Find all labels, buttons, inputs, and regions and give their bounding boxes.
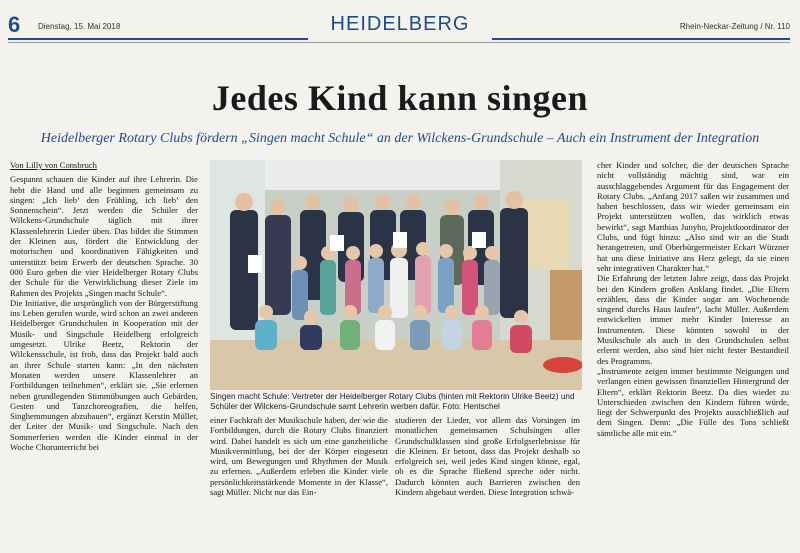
article-headline: Jedes Kind kann singen <box>211 78 589 118</box>
article-subline: Heidelberger Rotary Clubs fördern „Singen macht Schule“ an der Wilckens-Grundschule – Auch ein Instrument der Integration <box>40 131 760 146</box>
page-header <box>0 0 800 40</box>
page-number: 6 <box>8 12 21 37</box>
paragraph: einer Fachkraft der Musikschule haben, der wie die Fortbildungen, durch die Rotary Clubs finanziert wird. Dabei handelt es sich um eine ganzheitliche Musikvermittlung, bei der der Körper eingesetzt wird, um Bewegungen und Rhythmen der Musik zu erlernen. „Außerdem erleben die Kinder viele persönlichkeitsstärkende Momente in der Klasse“, sagt Müller. Nicht nur das Ein- <box>210 415 388 498</box>
paragraph: studieren der Lieder, vor allem das Vorsingen im monatlichen gemeinsamen Schulsingen aller Grundschulklassen sind große Erfolgserlebnisse für die Kleinen. Er betont, dass das Projekt deshalb so erfolgreich sei, weil jedes Kind singen könne, egal, ob es die Sprache fließend spreche oder nicht. Dadurch könnten auch Barrieren zwischen den Kindern abgebaut werden. Diese Integration schwä- <box>395 415 580 498</box>
paragraph: cher Kinder und solcher, die der deutschen Sprache nicht vollständig mächtig sind, war ein ausschlaggebendes Argument für das Engagement der Rotary Clubs. „Anfang 2017 saßen wir zusammen und haben beschlossen, dass wir wieder gemeinsam ein Projekt unterstützen wollen, das wirklich etwas bewirkt“, sagt Matthias Junyho, Projektkoordinator der Clubs, und fügt hinzu: „Also sind wir an die Stadt herangetreten, und Oberbürgermeister Eckart Würzner hat uns diese Initiative ans Herz gelegt, da sie einen sehr integrativen Charakter hat.“ <box>597 160 789 273</box>
header-rule-right <box>492 38 790 40</box>
photo-caption: Singen macht Schule: Vertreter der Heidelberger Rotary Clubs (hinten mit Rektorin Ulrike Beetz) und Schüler der Wilckens-Grundschule samt Lehrerin werben dafür. Foto: Hentschel <box>210 392 575 411</box>
byline: Von Lilly von Consbruch <box>10 160 97 170</box>
article-column-3 <box>395 415 580 548</box>
article-column-4 <box>597 160 789 548</box>
group-photo-illustration <box>210 160 582 390</box>
header-rule-left <box>8 38 308 40</box>
paragraph: Die Initiative, die ursprünglich von der Bürgerstiftung ins Leben gerufen wurde, wird schon an zwei anderen Heidelberger Grundschulen in Kooperation mit der Musik- und Singschule Heidelberg erfolgreich umgesetzt. Ulrike Beetz, Rektorin der Wilckensschule, ist froh, dass das Projekt bald auch an ihrer Schule starten kann: „In den nächsten Monaten werden unsere Klassenlehrer an Fortbildungen teilnehmen“, erklärt sie. „Sie erlernen neben grundlegenden Stimmübungen auch Gebärden, Gesten und Tanzchoreografien, die helfen, Singhemmungen abzubauen“, ergänzt Kerstin Müller, der Leiter der Musik- und Singschule. Nach den Sommerferien werden die Kinder einmal in der Woche Chorunterricht bei <box>10 297 198 453</box>
article-column-1 <box>10 160 198 548</box>
paragraph: Die Erfahrung der letzten Jahre zeigt, dass das Projekt bei den Kindern großen Anklang findet. „Die Eltern erzählen, dass die Kinder sogar am Wochenende singend durchs Haus laufen“, lacht Müller. Außerdem entwickelten immer mehr Kinder Interesse an Instrumenten. Diese könnten sowohl in der Musikschule als auch in den Grundschulen selbst erlernt werden, also sind hier nicht fester Bestandteil des Programms. <box>597 273 789 366</box>
header-divider <box>8 42 790 43</box>
paragraph: Gespannt schauen die Kinder auf ihre Lehrerin. Die hebt die Hand und alle beginnen gemeinsam zu singen: „Ich lieb’ den Frühling, ich lieb’ den Sonnenschein“. Jetzt werden die Schüler der Wilckens-Grundschule täglich mit ihrer Klassenlehrerin Lieder üben. Das bildet die Stimmen der Kleinen aus, fördert die Entwicklung der motorischen und koordinativen Fähigkeiten und unterstützt beim Erwerb der deutschen Sprache. 30 000 Euro geben die vier Heidelberger Rotary Clubs der Schule für die Verwirklichung dieser Ziele im Rahmen des Projekts „Singen macht Schule“. <box>10 174 198 298</box>
issue-date: Dienstag, 15. Mai 2018 <box>38 22 121 31</box>
article-photo <box>210 160 582 390</box>
paragraph: „Instrumente zeigen immer bestimmte Neigungen und verlangen einen gewissen finanziellen Hintergrund der Eltern“, erklärt Rektorin Beetz. Da dies wieder zu Unterschieden zwischen den Kindern führen würde, liegt der Schwerpunkt des Projekts ausschließlich auf dem Singen. Denn: „Die Fülle des Tons schließt sämtliche alle mit ein.“ <box>597 365 789 438</box>
section-title: HEIDELBERG <box>330 13 470 35</box>
article-column-2 <box>210 415 388 548</box>
paper-name: Rhein-Neckar-Zeitung / Nr. 110 <box>679 22 790 31</box>
